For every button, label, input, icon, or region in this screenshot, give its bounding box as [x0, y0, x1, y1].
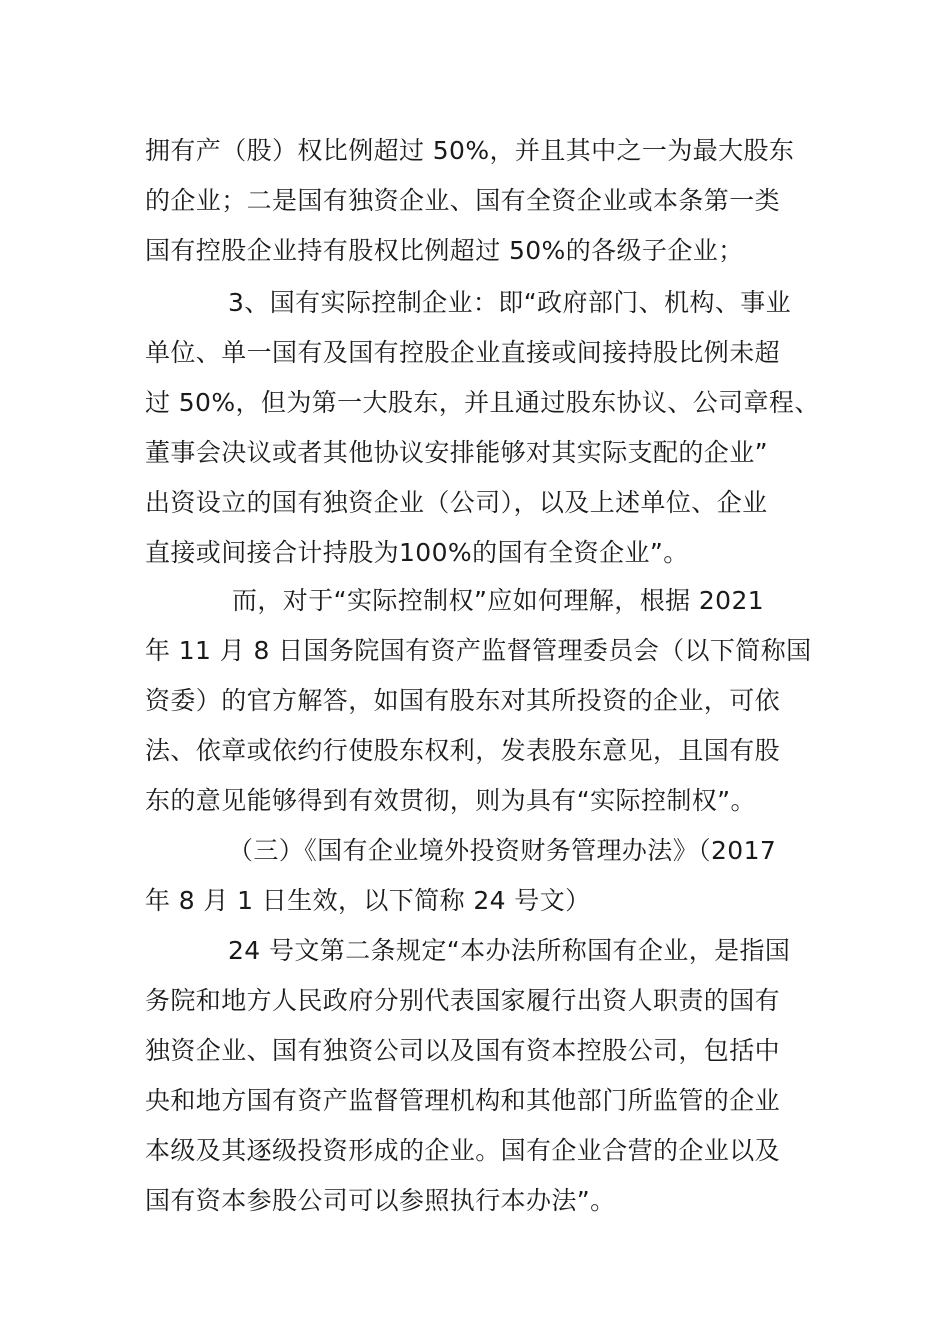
text-line: 出资设立的国有独资企业（公司），以及上述单位、企业: [145, 488, 768, 517]
text-line: 国有控股企业持有股权比例超过 50%的各级子企业；: [145, 236, 744, 265]
text-line: 3、国有实际控制企业：即“政府部门、机构、事业: [228, 288, 792, 317]
section-heading: （三）《国有企业境外投资财务管理办法》（2017: [228, 836, 777, 865]
text-line: 而，对于“实际控制权”应如何理解，根据 2021: [232, 586, 765, 615]
text-line: 的企业；二是国有独资企业、国有全资企业或本条第一类: [145, 186, 781, 215]
text-line: 东的意见能够得到有效贯彻，则为具有“实际控制权”。: [145, 786, 756, 815]
text-line: 直接或间接合计持股为100%的国有全资企业”。: [145, 538, 689, 567]
text-line: 资委）的官方解答，如国有股东对其所投资的企业，可依: [145, 686, 781, 715]
text-line: 法、依章或依约行使股东权利，发表股东意见，且国有股: [145, 736, 781, 765]
text-line: 拥有产（股）权比例超过 50%，并且其中之一为最大股东: [145, 136, 795, 165]
text-line: 过 50%，但为第一大股东，并且通过股东协议、公司章程、: [145, 388, 820, 417]
section-heading: 年 8 月 1 日生效，以下简称 24 号文）: [145, 886, 591, 915]
text-line: 24 号文第二条规定“本办法所称国有企业，是指国: [228, 936, 791, 965]
text-line: 独资企业、国有独资公司以及国有资本控股公司，包括中: [145, 1036, 781, 1065]
text-line: 央和地方国有资产监督管理机构和其他部门所监管的企业: [145, 1086, 781, 1115]
text-line: 单位、单一国有及国有控股企业直接或间接持股比例未超: [145, 338, 781, 367]
text-line: 董事会决议或者其他协议安排能够对其实际支配的企业”: [145, 438, 768, 467]
text-line: 本级及其逐级投资形成的企业。国有企业合营的企业以及: [145, 1136, 781, 1165]
text-line: 年 11 月 8 日国务院国有资产监督管理委员会（以下简称国: [145, 636, 812, 665]
text-line: 务院和地方人民政府分别代表国家履行出资人职责的国有: [145, 986, 781, 1015]
text-line: 国有资本参股公司可以参照执行本办法”。: [145, 1186, 616, 1215]
